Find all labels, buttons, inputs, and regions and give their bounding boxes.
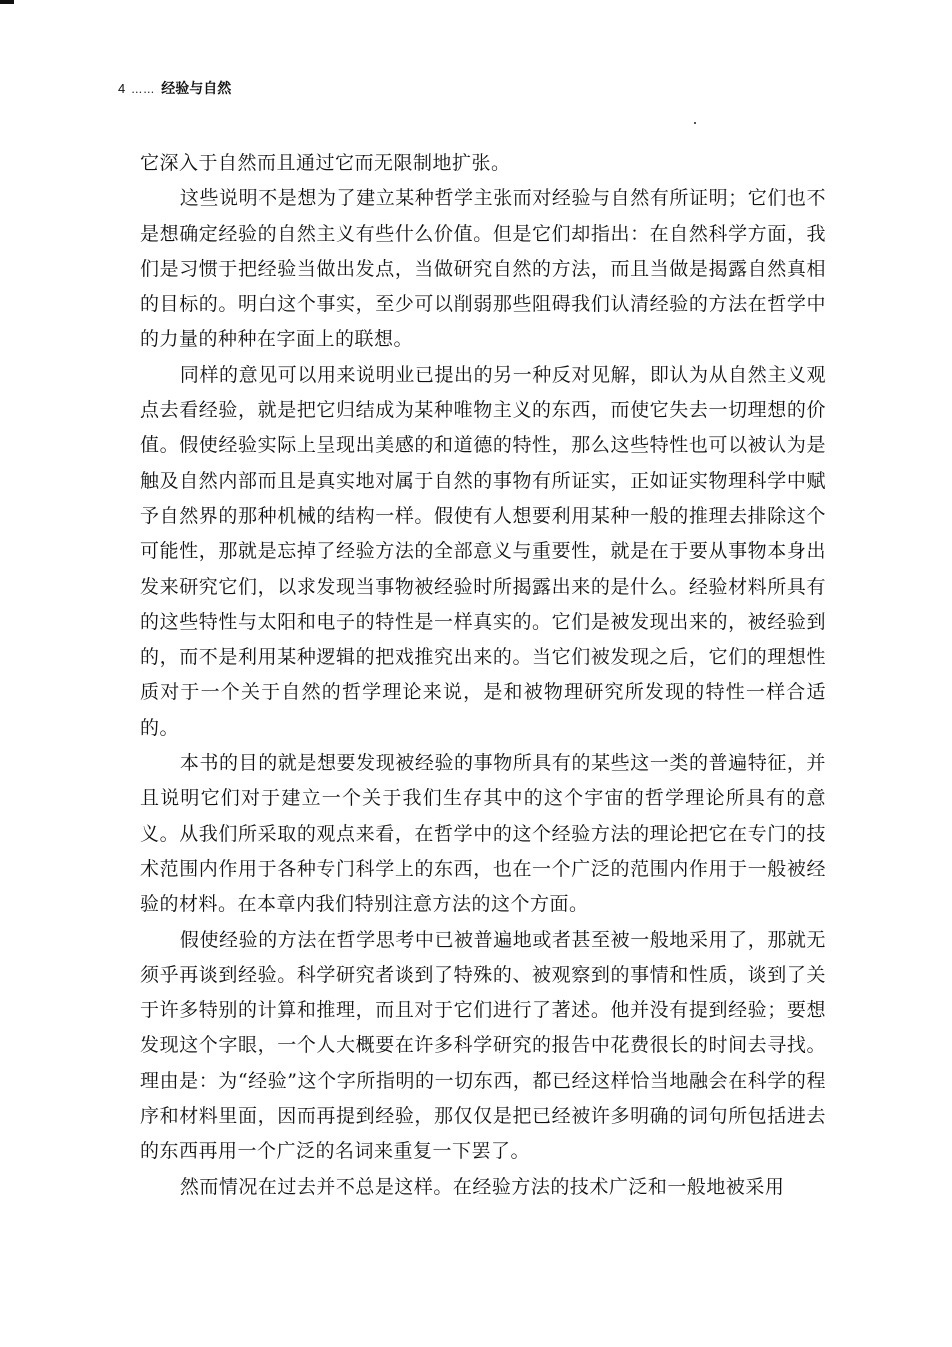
running-header bbox=[118, 78, 231, 98]
page-number: 4 bbox=[118, 81, 126, 96]
body-text bbox=[140, 146, 826, 1205]
paragraph-continued: 它深入于自然而且通过它而无限制地扩张。 bbox=[140, 152, 511, 174]
scan-corner-mark bbox=[0, 0, 14, 4]
paragraph: 本书的目的就是想要发现被经验的事物所具有的某些这一类的普遍特征，并且说明它们对于建立一个关于我们生存其中的这个宇宙的哲学理论所具有的意义。从我们所采取的观点来看，在哲学中的这个经验方法的理论把它在专门的技术范围内作用于各种专门科学上的东西，也在一个广泛的范围内作用于一般被经验的材料。在本章内我们特别注意方法的这个方面。 bbox=[140, 752, 826, 916]
paragraph: 同样的意见可以用来说明业已提出的另一种反对见解，即认为从自然主义观点去看经验，就是把它归结成为某种唯物主义的东西，而使它失去一切理想的价值。假使经验实际上呈现出美感的和道德的特性，那么这些特性也可以被认为是触及自然内部而且是真实地对属于自然的事物有所证实，正如证实物理科学中赋予自然界的那种机械的结构一样。假使有人想要利用某种一般的推理去排除这个可能性，那就是忘掉了经验方法的全部意义与重要性，就是在于要从事物本身出发来研究它们，以求发现当事物被经验时所揭露出来的是什么。经验材料所具有的这些特性与太阳和电子的特性是一样真实的。它们是被发现出来的，被经验到的，而不是利用某种逻辑的把戏推究出来的。当它们被发现之后，它们的理想性质对于一个关于自然的哲学理论来说，是和被物理研究所发现的特性一样合适的。 bbox=[140, 363, 826, 739]
book-title: 经验与自然 bbox=[161, 81, 232, 97]
paragraph: 然而情况在过去并不总是这样。在经验方法的技术广泛和一般地被采用 bbox=[179, 1175, 785, 1198]
header-separator: …… bbox=[131, 83, 156, 96]
paragraph: 这些说明不是想为了建立某种哲学主张而对经验与自然有所证明；它们也不是想确定经验的自然主义有些什么价值。但是它们却指出：在自然科学方面，我们是习惯于把经验当做出发点，当做研究自然的方法，而且当做是揭露自然真相的目标的。明白这个事实，至少可以削弱那些阻碍我们认清经验的方法在哲学中的力量的种种在字面上的联想。 bbox=[140, 187, 826, 351]
paragraph: 假使经验的方法在哲学思考中已被普遍地或者甚至被一般地采用了，那就无须乎再谈到经验。科学研究者谈到了特殊的、被观察到的事情和性质，谈到了关于许多特别的计算和推理，而且对于它们进行了著述。他并没有提到经验；要想发现这个字眼，一个人大概要在许多科学研究的报告中花费很长的时间去寻找。理由是：为“经验”这个字所指明的一切东西，都已经这样恰当地融会在科学的程序和材料里面，因而再提到经验，那仅仅是把已经被许多明确的词句所包括进去的东西再用一个广泛的名词来重复一下罢了。 bbox=[140, 928, 826, 1163]
scan-speck bbox=[694, 122, 696, 124]
